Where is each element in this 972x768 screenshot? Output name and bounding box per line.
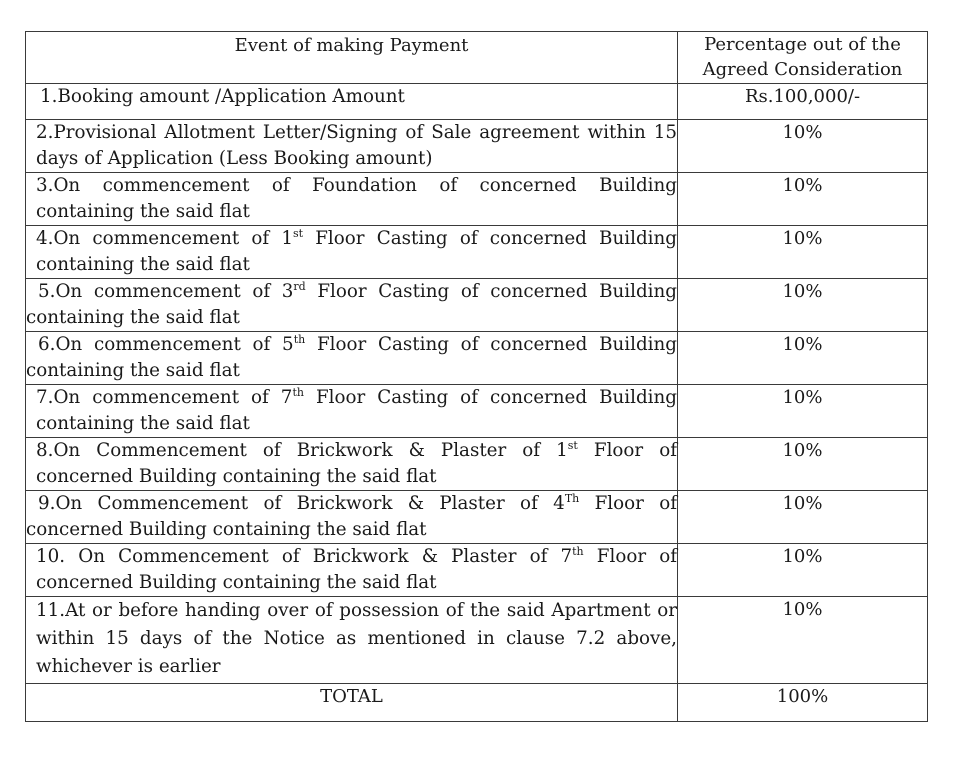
event-cell: 6.On commencement of 5th Floor Casting of concerned Building containing the said flat	[26, 332, 678, 385]
percentage-cell: 10%	[678, 279, 928, 332]
percentage-cell: Rs.100,000/-	[678, 84, 928, 120]
table-row	[26, 491, 928, 544]
percentage-cell: 10%	[678, 438, 928, 491]
event-cell: 7.On commencement of 7th Floor Casting of concerned Building containing the said flat	[26, 385, 678, 438]
event-cell: 8.On Commencement of Brickwork & Plaster of 1st Floor of concerned Building containing the said flat	[26, 438, 678, 491]
event-cell: 3.On commencement of Foundation of concerned Building containing the said flat	[26, 173, 678, 226]
event-cell: 10. On Commencement of Brickwork & Plaster of 7th Floor of concerned Building containing the said flat	[26, 544, 678, 597]
percentage-cell: 10%	[678, 332, 928, 385]
percentage-cell: 10%	[678, 173, 928, 226]
table-row	[26, 173, 928, 226]
event-cell: 2.Provisional Allotment Letter/Signing of Sale agreement within 15 days of Application (Less Booking amount)	[26, 120, 678, 173]
table-header-row	[26, 32, 928, 84]
header-event: Event of making Payment	[26, 32, 678, 84]
table-row	[26, 226, 928, 279]
table-row	[26, 438, 928, 491]
table-row	[26, 385, 928, 438]
total-row	[26, 684, 928, 722]
table-row	[26, 279, 928, 332]
table-row	[26, 544, 928, 597]
event-cell: 1.Booking amount /Application Amount	[26, 84, 678, 120]
percentage-cell: 10%	[678, 544, 928, 597]
event-cell: 5.On commencement of 3rd Floor Casting of concerned Building containing the said flat	[26, 279, 678, 332]
total-label: TOTAL	[26, 684, 678, 722]
table-row	[26, 120, 928, 173]
header-percentage: Percentage out of the Agreed Consideration	[678, 32, 928, 84]
table-row	[26, 84, 928, 120]
percentage-cell: 10%	[678, 120, 928, 173]
event-cell: 11.At or before handing over of possession of the said Apartment or within 15 days of the Notice as mentioned in clause 7.2 above, whichever is earlier	[26, 597, 678, 684]
percentage-cell: 10%	[678, 385, 928, 438]
event-cell: 9.On Commencement of Brickwork & Plaster of 4Th Floor of concerned Building containing the said flat	[26, 491, 678, 544]
total-value: 100%	[678, 684, 928, 722]
event-cell: 4.On commencement of 1st Floor Casting of concerned Building containing the said flat	[26, 226, 678, 279]
payment-schedule-table	[25, 31, 928, 722]
percentage-cell: 10%	[678, 491, 928, 544]
table-row	[26, 332, 928, 385]
percentage-cell: 10%	[678, 226, 928, 279]
percentage-cell: 10%	[678, 597, 928, 684]
table-row	[26, 597, 928, 684]
